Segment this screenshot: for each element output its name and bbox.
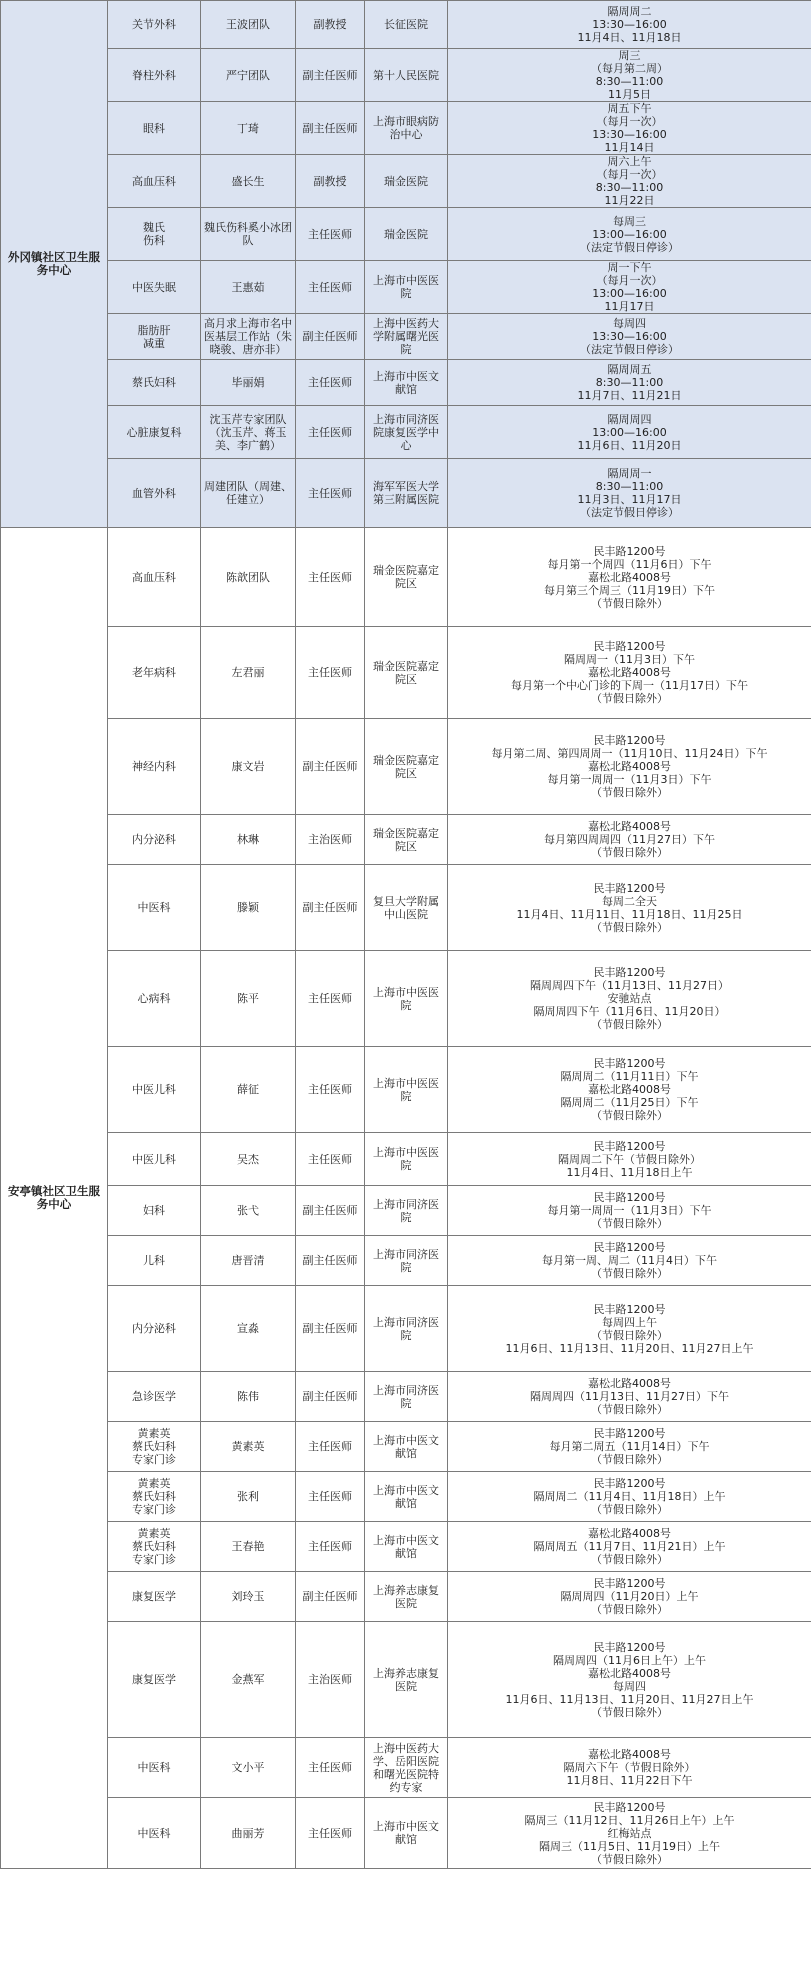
hospital-cell: 上海中医药大学附属曙光医院: [365, 314, 448, 360]
schedule-cell: 嘉松北路4008号 隔周周五（11月7日、11月21日）上午 （节假日除外）: [448, 1522, 811, 1572]
title-cell: 副教授: [296, 155, 365, 208]
table-row: [1, 1472, 811, 1522]
title-cell: 副主任医师: [296, 1286, 365, 1372]
title-cell: 副主任医师: [296, 1572, 365, 1622]
dept-cell: 蔡氏妇科: [108, 360, 201, 406]
title-cell: 副主任医师: [296, 1186, 365, 1236]
doctor-cell: 盛长生: [201, 155, 296, 208]
doctor-cell: 王波团队: [201, 1, 296, 49]
hospital-cell: 海军军医大学第三附属医院: [365, 459, 448, 528]
dept-cell: 黄素英 蔡氏妇科 专家门诊: [108, 1422, 201, 1472]
table-row: [1, 49, 811, 102]
hospital-cell: 长征医院: [365, 1, 448, 49]
schedule-cell: 周五下午 （每月一次） 13:30—16:00 11月14日: [448, 102, 811, 155]
doctor-cell: 周建团队（周建、任建立）: [201, 459, 296, 528]
dept-cell: 急诊医学: [108, 1372, 201, 1422]
title-cell: 副主任医师: [296, 49, 365, 102]
schedule-cell: 民丰路1200号 隔周三（11月12日、11月26日上午）上午 红梅站点 隔周三（11月5日、11月19日）上午 （节假日除外）: [448, 1798, 811, 1869]
doctor-cell: 曲丽芳: [201, 1798, 296, 1869]
schedule-cell: 民丰路1200号 每月第二周、第四周周一（11月10日、11月24日）下午 嘉松北路4008号 每月第一周周一（11月3日）下午 （节假日除外）: [448, 719, 811, 815]
table-row: [1, 360, 811, 406]
table-row: [1, 1422, 811, 1472]
title-cell: 主任医师: [296, 951, 365, 1047]
hospital-cell: 上海市同济医院: [365, 1372, 448, 1422]
title-cell: 副主任医师: [296, 102, 365, 155]
table-row: [1, 1133, 811, 1186]
title-cell: 副主任医师: [296, 865, 365, 951]
title-cell: 主任医师: [296, 208, 365, 261]
doctor-cell: 毕丽娟: [201, 360, 296, 406]
schedule-cell: 嘉松北路4008号 隔周六下午（节假日除外） 11月8日、11月22日下午: [448, 1738, 811, 1798]
table-row: [1, 865, 811, 951]
title-cell: 主任医师: [296, 261, 365, 314]
dept-cell: 中医科: [108, 1738, 201, 1798]
table-row: [1, 208, 811, 261]
dept-cell: 脊柱外科: [108, 49, 201, 102]
table-row: [1, 1622, 811, 1738]
schedule-cell: 民丰路1200号 每月第一周、周二（11月4日）下午 （节假日除外）: [448, 1236, 811, 1286]
dept-cell: 高血压科: [108, 528, 201, 627]
table-row: [1, 314, 811, 360]
table-row: [1, 719, 811, 815]
hospital-cell: 瑞金医院嘉定院区: [365, 815, 448, 865]
schedule-cell: 嘉松北路4008号 每月第四周周四（11月27日）下午 （节假日除外）: [448, 815, 811, 865]
schedule-cell: 民丰路1200号 隔周周一（11月3日）下午 嘉松北路4008号 每月第一个中心门诊的下周一（11月17日）下午 （节假日除外）: [448, 627, 811, 719]
anting-section: [1, 528, 811, 1869]
schedule-cell: 嘉松北路4008号 隔周周四（11月13日、11月27日）下午 （节假日除外）: [448, 1372, 811, 1422]
doctor-cell: 金燕军: [201, 1622, 296, 1738]
schedule-cell: 隔周周四 13:00—16:00 11月6日、11月20日: [448, 406, 811, 459]
dept-cell: 神经内科: [108, 719, 201, 815]
doctor-cell: 刘玲玉: [201, 1572, 296, 1622]
hospital-cell: 上海市中医医院: [365, 1133, 448, 1186]
hospital-cell: 瑞金医院嘉定院区: [365, 719, 448, 815]
hospital-cell: 上海市同济医院: [365, 1236, 448, 1286]
doctor-cell: 陈平: [201, 951, 296, 1047]
schedule-cell: 民丰路1200号 每月第二周五（11月14日）下午 （节假日除外）: [448, 1422, 811, 1472]
schedule-cell: 民丰路1200号 隔周周四（11月6日上午）上午 嘉松北路4008号 每周四 11月6日、11月13日、11月20日、11月27日上午 （节假日除外）: [448, 1622, 811, 1738]
hospital-cell: 瑞金医院嘉定院区: [365, 528, 448, 627]
schedule-cell: 周一下午 （每月一次） 13:00—16:00 11月17日: [448, 261, 811, 314]
center-name-cell: 外冈镇社区卫生服务中心: [1, 1, 108, 528]
dept-cell: 黄素英 蔡氏妇科 专家门诊: [108, 1472, 201, 1522]
hospital-cell: 复旦大学附属中山医院: [365, 865, 448, 951]
hospital-cell: 上海市中医文献馆: [365, 1798, 448, 1869]
hospital-cell: 上海市中医文献馆: [365, 360, 448, 406]
hospital-cell: 上海市中医文献馆: [365, 1522, 448, 1572]
dept-cell: 中医科: [108, 865, 201, 951]
table-row: [1, 1236, 811, 1286]
schedule-cell: 隔周周一 8:30—11:00 11月3日、11月17日 （法定节假日停诊）: [448, 459, 811, 528]
table-row: [1, 261, 811, 314]
doctor-cell: 沈玉芹专家团队（沈玉芹、蒋玉美、李广鹤）: [201, 406, 296, 459]
doctor-cell: 黄素英: [201, 1422, 296, 1472]
table-row: [1, 1372, 811, 1422]
dept-cell: 妇科: [108, 1186, 201, 1236]
waigang-section: [1, 1, 811, 528]
schedule-cell: 民丰路1200号 隔周周四（11月20日）上午 （节假日除外）: [448, 1572, 811, 1622]
schedule-cell: 民丰路1200号 隔周周二（11月11日）下午 嘉松北路4008号 隔周周二（11月25日）下午 （节假日除外）: [448, 1047, 811, 1133]
table-row: [1, 1286, 811, 1372]
dept-cell: 康复医学: [108, 1572, 201, 1622]
schedule-cell: 每周四 13:30—16:00 （法定节假日停诊）: [448, 314, 811, 360]
dept-cell: 魏氏 伤科: [108, 208, 201, 261]
table-row: [1, 406, 811, 459]
schedule-cell: 民丰路1200号 隔周周二（11月4日、11月18日）上午 （节假日除外）: [448, 1472, 811, 1522]
hospital-cell: 上海市中医文献馆: [365, 1472, 448, 1522]
dept-cell: 内分泌科: [108, 1286, 201, 1372]
table-row: [1, 1572, 811, 1622]
table-row: [1, 1047, 811, 1133]
title-cell: 主任医师: [296, 459, 365, 528]
title-cell: 副主任医师: [296, 1236, 365, 1286]
dept-cell: 关节外科: [108, 1, 201, 49]
doctor-cell: 魏氏伤科奚小冰团队: [201, 208, 296, 261]
schedule-cell: 民丰路1200号 每月第一个周四（11月6日）下午 嘉松北路4008号 每月第三个周三（11月19日）下午 （节假日除外）: [448, 528, 811, 627]
title-cell: 主任医师: [296, 1522, 365, 1572]
hospital-cell: 上海市中医医院: [365, 1047, 448, 1133]
title-cell: 主任医师: [296, 528, 365, 627]
hospital-cell: 上海市中医医院: [365, 951, 448, 1047]
table-row: [1, 1522, 811, 1572]
dept-cell: 心脏康复科: [108, 406, 201, 459]
hospital-cell: 瑞金医院嘉定院区: [365, 627, 448, 719]
hospital-cell: 上海中医药大学、岳阳医院和曙光医院特约专家: [365, 1738, 448, 1798]
table-row: [1, 627, 811, 719]
dept-cell: 中医科: [108, 1798, 201, 1869]
doctor-cell: 王春艳: [201, 1522, 296, 1572]
dept-cell: 眼科: [108, 102, 201, 155]
hospital-cell: 瑞金医院: [365, 208, 448, 261]
title-cell: 主治医师: [296, 815, 365, 865]
table-row: [1, 102, 811, 155]
schedule-cell: 民丰路1200号 每周四上午 （节假日除外） 11月6日、11月13日、11月20日、11月27日上午: [448, 1286, 811, 1372]
title-cell: 主任医师: [296, 406, 365, 459]
hospital-cell: 上海市同济医院: [365, 1186, 448, 1236]
title-cell: 副主任医师: [296, 1372, 365, 1422]
dept-cell: 中医儿科: [108, 1047, 201, 1133]
hospital-cell: 上海市同济医院: [365, 1286, 448, 1372]
doctor-cell: 宣淼: [201, 1286, 296, 1372]
hospital-cell: 上海养志康复医院: [365, 1622, 448, 1738]
schedule-cell: 每周三 13:00—16:00 （法定节假日停诊）: [448, 208, 811, 261]
doctor-cell: 滕颖: [201, 865, 296, 951]
dept-cell: 中医失眠: [108, 261, 201, 314]
schedule-cell: 周三 （每月第二周） 8:30—11:00 11月5日: [448, 49, 811, 102]
hospital-cell: 瑞金医院: [365, 155, 448, 208]
title-cell: 副主任医师: [296, 719, 365, 815]
doctor-cell: 林琳: [201, 815, 296, 865]
schedule-cell: 民丰路1200号 每月第一周周一（11月3日）下午 （节假日除外）: [448, 1186, 811, 1236]
title-cell: 主任医师: [296, 1798, 365, 1869]
doctor-cell: 康文岩: [201, 719, 296, 815]
center-name-cell: 安亭镇社区卫生服务中心: [1, 528, 108, 1869]
doctor-cell: 唐晋清: [201, 1236, 296, 1286]
dept-cell: 黄素英 蔡氏妇科 专家门诊: [108, 1522, 201, 1572]
table-row: [1, 815, 811, 865]
schedule-cell: 隔周周二 13:30—16:00 11月4日、11月18日: [448, 1, 811, 49]
doctor-cell: 薛征: [201, 1047, 296, 1133]
schedule-cell: 周六上午 （每月一次） 8:30—11:00 11月22日: [448, 155, 811, 208]
schedule-cell: 民丰路1200号 隔周周二下午（节假日除外） 11月4日、11月18日上午: [448, 1133, 811, 1186]
title-cell: 主治医师: [296, 1622, 365, 1738]
title-cell: 主任医师: [296, 1133, 365, 1186]
title-cell: 副教授: [296, 1, 365, 49]
title-cell: 主任医师: [296, 1422, 365, 1472]
table-row: [1, 1738, 811, 1798]
title-cell: 副主任医师: [296, 314, 365, 360]
hospital-cell: 上海市眼病防治中心: [365, 102, 448, 155]
dept-cell: 血管外科: [108, 459, 201, 528]
table-row: [1, 1798, 811, 1869]
doctor-cell: 陈伟: [201, 1372, 296, 1422]
schedule-cell: 民丰路1200号 隔周周四下午（11月13日、11月27日） 安驰站点 隔周周四下午（11月6日、11月20日） （节假日除外）: [448, 951, 811, 1047]
doctor-cell: 文小平: [201, 1738, 296, 1798]
doctor-cell: 张利: [201, 1472, 296, 1522]
doctor-cell: 陈歆团队: [201, 528, 296, 627]
dept-cell: 高血压科: [108, 155, 201, 208]
doctor-cell: 严宁团队: [201, 49, 296, 102]
title-cell: 主任医师: [296, 1472, 365, 1522]
doctor-cell: 吴杰: [201, 1133, 296, 1186]
table-row: [1, 155, 811, 208]
hospital-cell: 上海养志康复医院: [365, 1572, 448, 1622]
title-cell: 主任医师: [296, 1738, 365, 1798]
hospital-cell: 上海市同济医院康复医学中心: [365, 406, 448, 459]
dept-cell: 老年病科: [108, 627, 201, 719]
dept-cell: 中医儿科: [108, 1133, 201, 1186]
table-row: [1, 459, 811, 528]
dept-cell: 脂肪肝 减重: [108, 314, 201, 360]
dept-cell: 内分泌科: [108, 815, 201, 865]
doctor-cell: 高月求上海市名中医基层工作站（朱晓骏、唐亦非）: [201, 314, 296, 360]
dept-cell: 心病科: [108, 951, 201, 1047]
hospital-cell: 上海市中医医院: [365, 261, 448, 314]
schedule-cell: 民丰路1200号 每周二全天 11月4日、11月11日、11月18日、11月25日 （节假日除外）: [448, 865, 811, 951]
table-row: [1, 951, 811, 1047]
dept-cell: 儿科: [108, 1236, 201, 1286]
dept-cell: 康复医学: [108, 1622, 201, 1738]
doctor-cell: 张弋: [201, 1186, 296, 1236]
title-cell: 主任医师: [296, 360, 365, 406]
hospital-cell: 上海市中医文献馆: [365, 1422, 448, 1472]
table-row: [1, 1186, 811, 1236]
doctor-cell: 左君丽: [201, 627, 296, 719]
hospital-cell: 第十人民医院: [365, 49, 448, 102]
table-row: [1, 1, 811, 49]
title-cell: 主任医师: [296, 627, 365, 719]
table-row: [1, 528, 811, 627]
doctor-cell: 丁琦: [201, 102, 296, 155]
schedule-cell: 隔周周五 8:30—11:00 11月7日、11月21日: [448, 360, 811, 406]
doctor-cell: 王惠茹: [201, 261, 296, 314]
title-cell: 主任医师: [296, 1047, 365, 1133]
